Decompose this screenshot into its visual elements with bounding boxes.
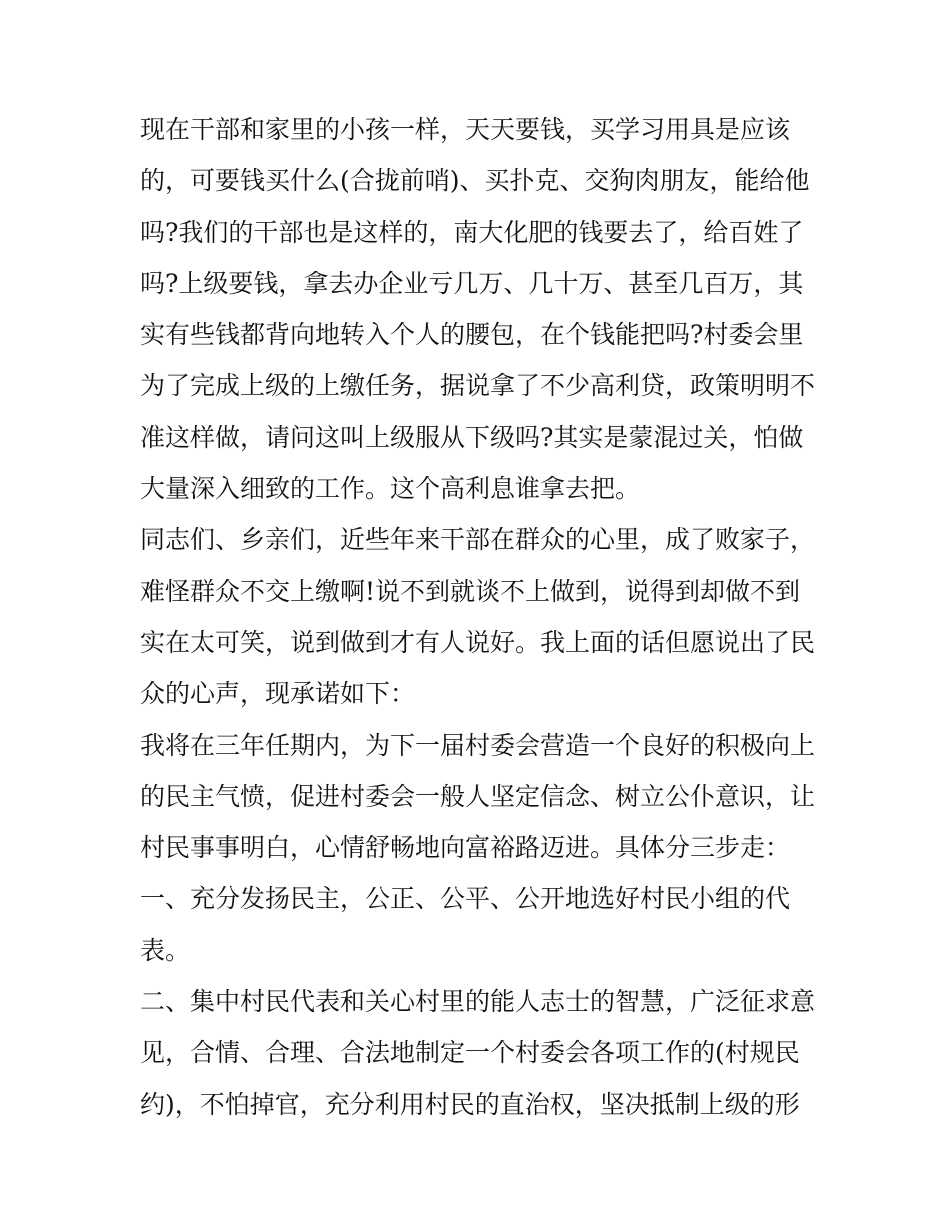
text-line: 难怪群众不交上缴啊!说不到就谈不上做到，说得到却做不到 <box>140 576 801 606</box>
text-line: 的，可要钱买什么(合拢前哨)、买扑克、交狗肉朋友，能给他 <box>140 166 810 196</box>
text-line: 众的心声，现承诺如下： <box>140 679 416 709</box>
text-line: 见，合情、合理、合法地制定一个村委会各项工作的(村规民 <box>140 1038 800 1068</box>
text-line: 同志们、乡亲们，近些年来干部在群众的心里，成了败家子， <box>140 525 816 555</box>
text-line: 现在干部和家里的小孩一样，天天要钱，买学习用具是应该 <box>140 115 791 144</box>
text-line: 约)，不怕掉官，充分利用村民的直治权，坚决抵制上级的形 <box>140 1089 800 1119</box>
text-line: 吗?我们的干部也是这样的，南大化肥的钱要去了，给百姓了 <box>140 217 804 247</box>
text-line: 我将在三年任期内，为下一届村委会营造一个良好的积极向上 <box>140 730 816 760</box>
text-line: 实有些钱都背向地转入个人的腰包，在个钱能把吗?村委会里 <box>140 320 804 350</box>
text-line: 村民事事明白，心情舒畅地向富裕路迈进。具体分三步走： <box>140 833 791 863</box>
text-line: 准这样做，请问这叫上级服从下级吗?其实是蒙混过关，怕做 <box>140 422 804 452</box>
text-line: 实在太可笑，说到做到才有人说好。我上面的话但愿说出了民 <box>140 627 816 657</box>
text-line: 一、充分发扬民主，公正、公平、公开地选好村民小组的代 <box>140 884 791 914</box>
text-line: 表。 <box>140 935 191 965</box>
text-line: 吗?上级要钱，拿去办企业亏几万、几十万、甚至几百万，其 <box>140 268 804 298</box>
body-text <box>140 104 820 1130</box>
text-line: 的民主气愤，促进村委会一般人坚定信念、树立公仆意识，让 <box>140 781 816 811</box>
text-line: 二、集中村民代表和关心村里的能人志士的智慧，广泛征求意 <box>140 987 816 1017</box>
text-line: 大量深入细致的工作。这个高利息谁拿去把。 <box>140 474 641 504</box>
text-line: 为了完成上级的上缴任务，据说拿了不少高利贷，政策明明不 <box>140 371 816 401</box>
